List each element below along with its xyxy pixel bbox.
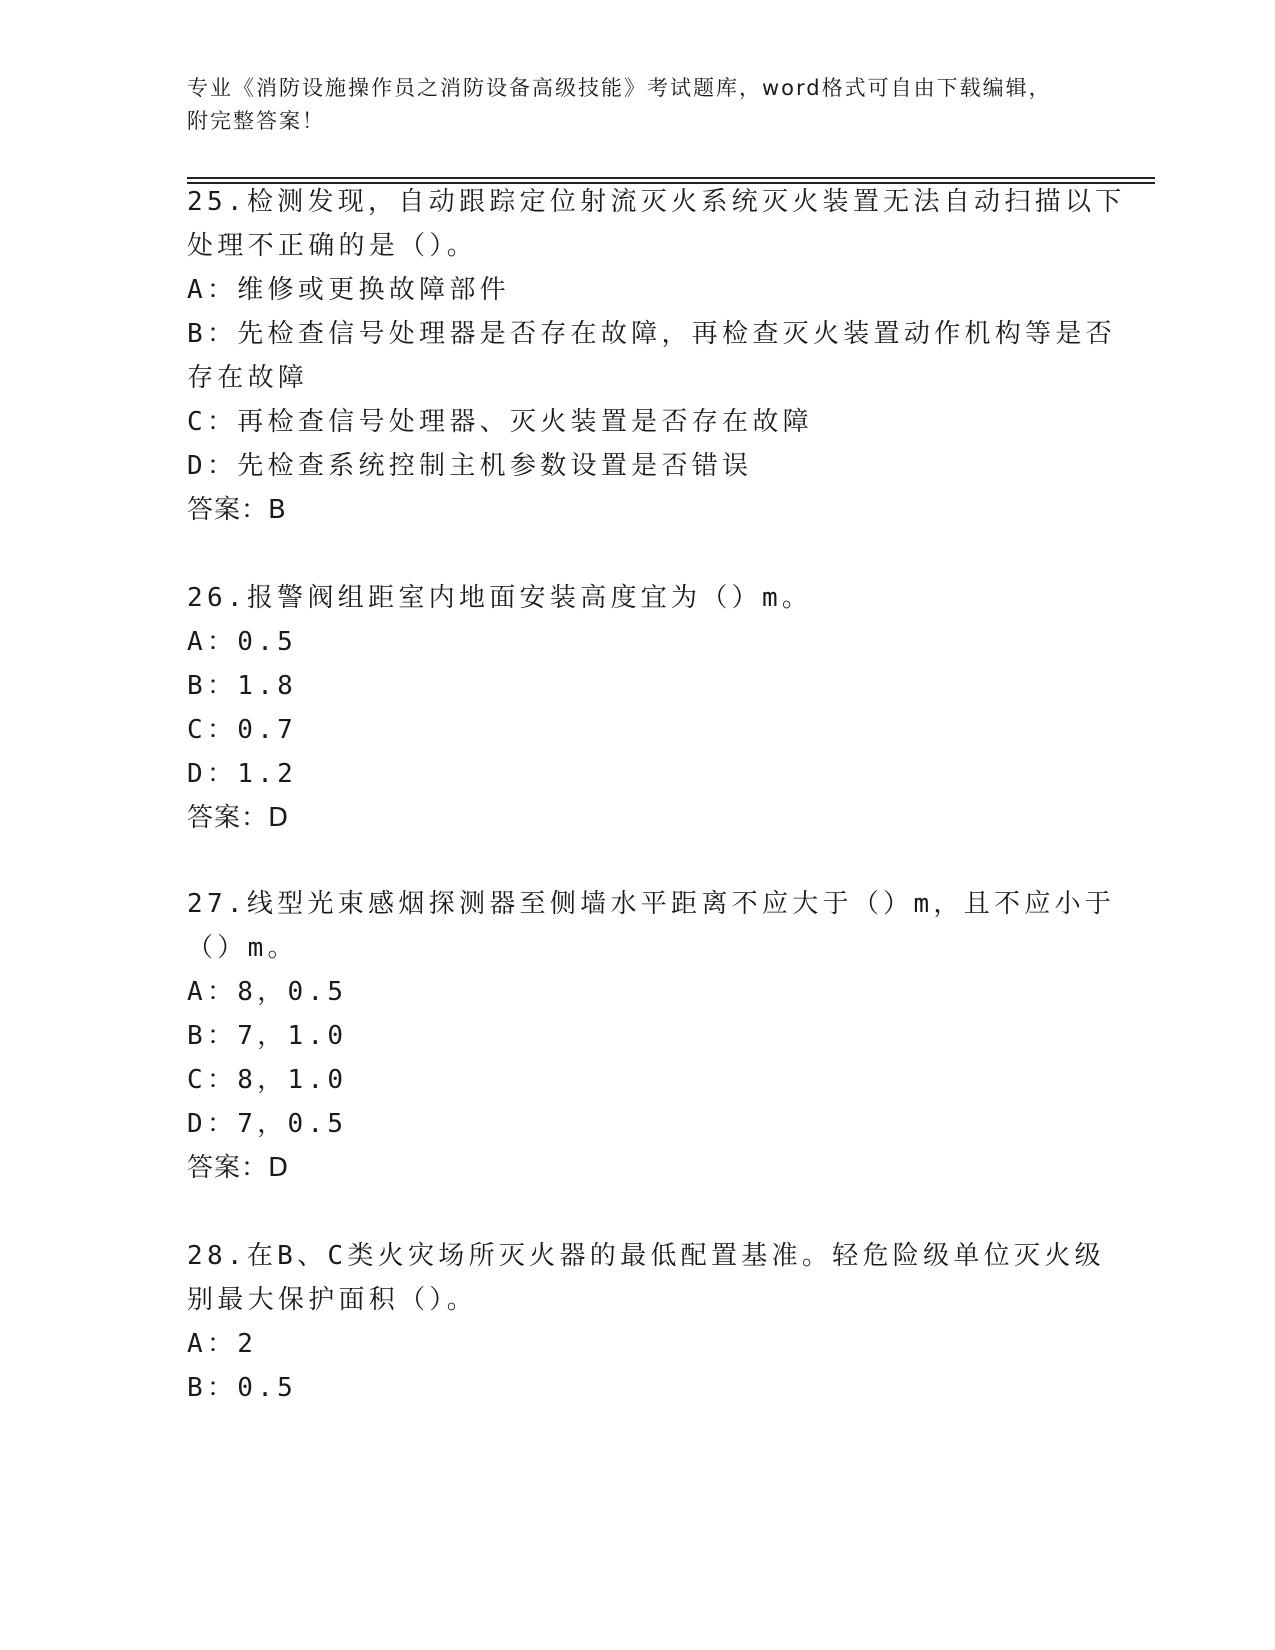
question-26-stem-line-1: 26.报警阀组距室内地面安装高度宜为（）m。 — [187, 583, 813, 613]
question-28-option-a: A：2 — [187, 1329, 258, 1359]
question-25-stem-line-2: 处理不正确的是（）。 — [187, 231, 478, 261]
question-27-option-a: A：8，0.5 — [187, 977, 348, 1007]
question-27-stem-line-2: （）m。 — [187, 933, 298, 963]
question-25-answer: 答案：B — [187, 495, 287, 525]
question-26-option-d: D：1.2 — [187, 759, 298, 789]
question-25-option-d: D：先检查系统控制主机参数设置是否错误 — [187, 451, 753, 481]
question-27-option-c: C：8，1.0 — [187, 1065, 348, 1095]
question-27-option-b: B：7，1.0 — [187, 1021, 348, 1051]
question-27-answer: 答案：D — [187, 1153, 290, 1183]
question-25-option-b: B：先检查信号处理器是否存在故障，再检查灭火装置动作机构等是否 — [187, 319, 1116, 349]
question-27-option-d: D：7，0.5 — [187, 1109, 348, 1139]
question-26-answer: 答案：D — [187, 803, 290, 833]
question-25-option-c: C：再检查信号处理器、灭火装置是否存在故障 — [187, 407, 813, 437]
document-header: 专业《消防设施操作员之消防设备高级技能》考试题库，word格式可自由下载编辑，附完整答案！ — [187, 76, 1052, 133]
question-28-stem-line-2: 别最大保护面积（）。 — [187, 1285, 478, 1315]
question-25-option-a: A：维修或更换故障部件 — [187, 275, 510, 305]
question-26-option-c: C：0.7 — [187, 715, 298, 745]
question-25-stem-line-1: 25.检测发现，自动跟踪定位射流灭火系统灭火装置无法自动扫描以下 — [187, 187, 1126, 217]
question-28-stem-line-1: 28.在B、C类火灾场所灭火器的最低配置基准。轻危险级单位灭火级 — [187, 1241, 1105, 1271]
header-rule-top — [187, 177, 1155, 179]
header-rule-bottom — [187, 182, 1155, 184]
question-27-stem-line-1: 27.线型光束感烟探测器至侧墙水平距离不应大于（）m，且不应小于 — [187, 889, 1116, 919]
question-26-option-a: A：0.5 — [187, 627, 298, 657]
question-26-option-b: B：1.8 — [187, 671, 298, 701]
question-28-option-b: B：0.5 — [187, 1373, 298, 1403]
question-25-option-b-cont: 存在故障 — [187, 363, 309, 393]
